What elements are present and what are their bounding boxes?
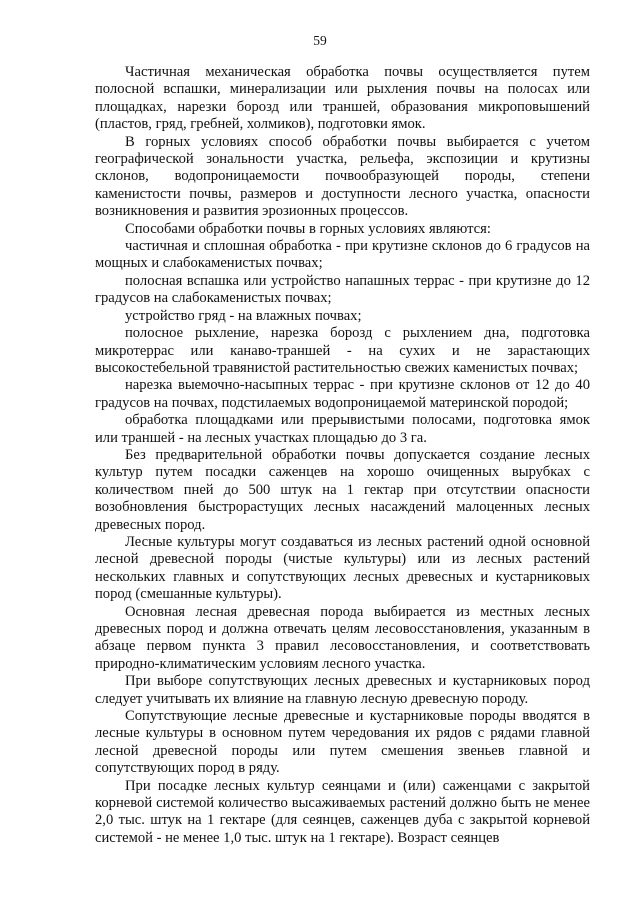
paragraph: В горных условиях способ обработки почвы выбирается с учетом географической зональности участка, рельефа, экспозиции и крутизны склонов, водопроницаемости почвообразующей породы, степени каменистости почвы, размеров и доступности лесного участка, опасности возникновения и развития эрозионных процессов. [95,133,590,220]
list-item: полосная вспашка или устройство напашных террас - при крутизне до 12 градусов на слабокаменистых почвах; [95,272,590,307]
list-item: обработка площадками или прерывистыми полосами, подготовка ямок или траншей - на лесных участках площадью до 3 га. [95,412,590,446]
paragraph: Основная лесная древесная порода выбирается из местных лесных древесных пород и должна отвечать целям лесовосстановления, указанным в абзаце первом пункта 3 правил лесовосстановления, и соответствовать природно-климатическим условиям лесного участка. [95,603,590,672]
list-item: частичная и сплошная обработка - при крутизне склонов до 6 градусов на мощных и слабокаменистых почвах; [95,238,590,272]
list-item: полосное рыхление, нарезка борозд с рыхлением дна, подготовка микротеррас или канаво-траншей - на сухих и не зарастающих высокостебельной травянистой растительностью свежих каменистых почвах; [95,325,590,376]
paragraph: При выборе сопутствующих лесных древесных и кустарниковых пород следует учитывать их влияние на главную лесную древесную породу. [95,673,590,707]
paragraph: Способами обработки почвы в горных условиях являются: [125,220,491,237]
paragraph: Сопутствующие лесные древесные и кустарниковые породы вводятся в лесные культуры в основном путем чередования их рядов с рядами главной лесной древесной породы или путем смешения звеньев главной и сопутствующих пород в ряду. [95,708,590,777]
page-number: 59 [313,33,327,48]
list-item: устройство гряд - на влажных почвах; [125,307,362,324]
paragraph: Без предварительной обработки почвы допускается создание лесных культур путем посадки саженцев на хорошо очищенных вырубках с количеством пней до 500 штук на 1 гектар при отсутствии опасности возобновления быстрорастущих лесных насаждений малоценных лесных древесных пород. [95,446,590,533]
paragraph: Частичная механическая обработка почвы осуществляется путем полосной вспашки, минерализации или рыхления почвы на полосах или площадках, нарезки борозд или траншей, образования микроповышений (пластов, гряд, гребней, холмиков), подготовки ямок. [95,64,590,133]
list-item: нарезка выемочно-насыпных террас - при крутизне склонов от 12 до 40 градусов на почвах, подстилаемых водопроницаемой материнской породой; [95,377,590,411]
document-body [95,64,590,847]
paragraph: Лесные культуры могут создаваться из лесных растений одной основной лесной древесной породы (чистые культуры) или из лесных растений нескольких главных и сопутствующих лесных древесных и кустарниковых пород (смешанные культуры). [95,533,590,603]
paragraph: При посадке лесных культур сеянцами и (или) саженцами с закрытой корневой системой количество высаживаемых растений должно быть не менее 2,0 тыс. штук на 1 гектаре (для сеянцев, саженцев дуба с закрытой корневой системой - не менее 1,0 тыс. штук на 1 гектаре). Возраст сеянцев [95,777,590,846]
